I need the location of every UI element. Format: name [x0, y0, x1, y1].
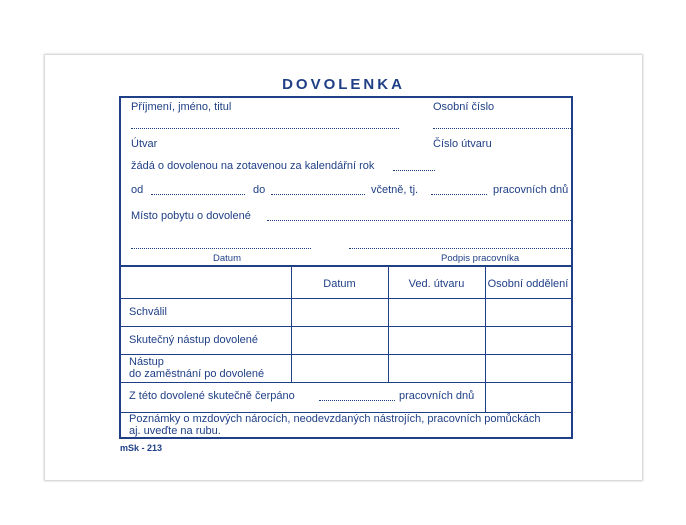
inclusive-label: včetně, tj. [371, 184, 419, 196]
name-field[interactable] [131, 128, 399, 129]
signature-caption: Podpis pracovníka [441, 253, 520, 264]
row-return-label-1: Nástup [129, 356, 164, 368]
signature-field[interactable] [349, 248, 571, 249]
form-frame [119, 96, 573, 439]
used-days-prefix: Z této dovolené skutečně čerpáno [129, 390, 295, 402]
used-days-field[interactable] [319, 400, 395, 401]
column-header-date: Datum [323, 278, 356, 290]
to-date-field[interactable] [271, 194, 365, 195]
table-row-divider [121, 382, 571, 383]
column-header-head: Ved. útvaru [408, 278, 465, 290]
row-start-label: Skutečný nástup dovolené [129, 334, 259, 346]
date-caption: Datum [213, 253, 241, 264]
notes-line-1: Poznámky o mzdových nárocích, neodevzdaných nástrojích, pracovních pomůckách [129, 413, 541, 425]
request-text: žádá o dovolenou na zotavenou za kalendářní rok [131, 160, 375, 172]
form-sheet [45, 55, 642, 480]
table-row-divider [121, 354, 571, 355]
notes-line-2: aj. uveďte na rubu. [129, 425, 221, 437]
table-row-divider [121, 326, 571, 327]
date-field[interactable] [131, 248, 311, 249]
section-divider [121, 265, 571, 267]
to-label: do [253, 184, 266, 196]
table-row-divider [121, 298, 571, 299]
used-days-suffix: pracovních dnů [399, 390, 475, 402]
row-approved-label: Schválil [129, 306, 167, 318]
personal-number-field[interactable] [433, 128, 571, 129]
residence-label: Místo pobytu o dovolené [131, 210, 251, 222]
days-count-field[interactable] [431, 194, 487, 195]
from-date-field[interactable] [151, 194, 245, 195]
year-field[interactable] [393, 170, 435, 171]
name-label: Příjmení, jméno, titul [131, 101, 232, 113]
row-return-label-2: do zaměstnání po dovolené [129, 368, 265, 380]
residence-field[interactable] [267, 220, 571, 221]
form-code: mSk - 213 [120, 443, 163, 453]
form-title: DOVOLENKA [282, 76, 405, 93]
from-label: od [131, 184, 144, 196]
personal-number-label: Osobní číslo [433, 101, 495, 113]
working-days-label: pracovních dnů [493, 184, 569, 196]
unit-label: Útvar [131, 138, 158, 150]
column-header-hr: Osobní oddělení [487, 278, 569, 290]
unit-number-label: Číslo útvaru [433, 138, 492, 150]
